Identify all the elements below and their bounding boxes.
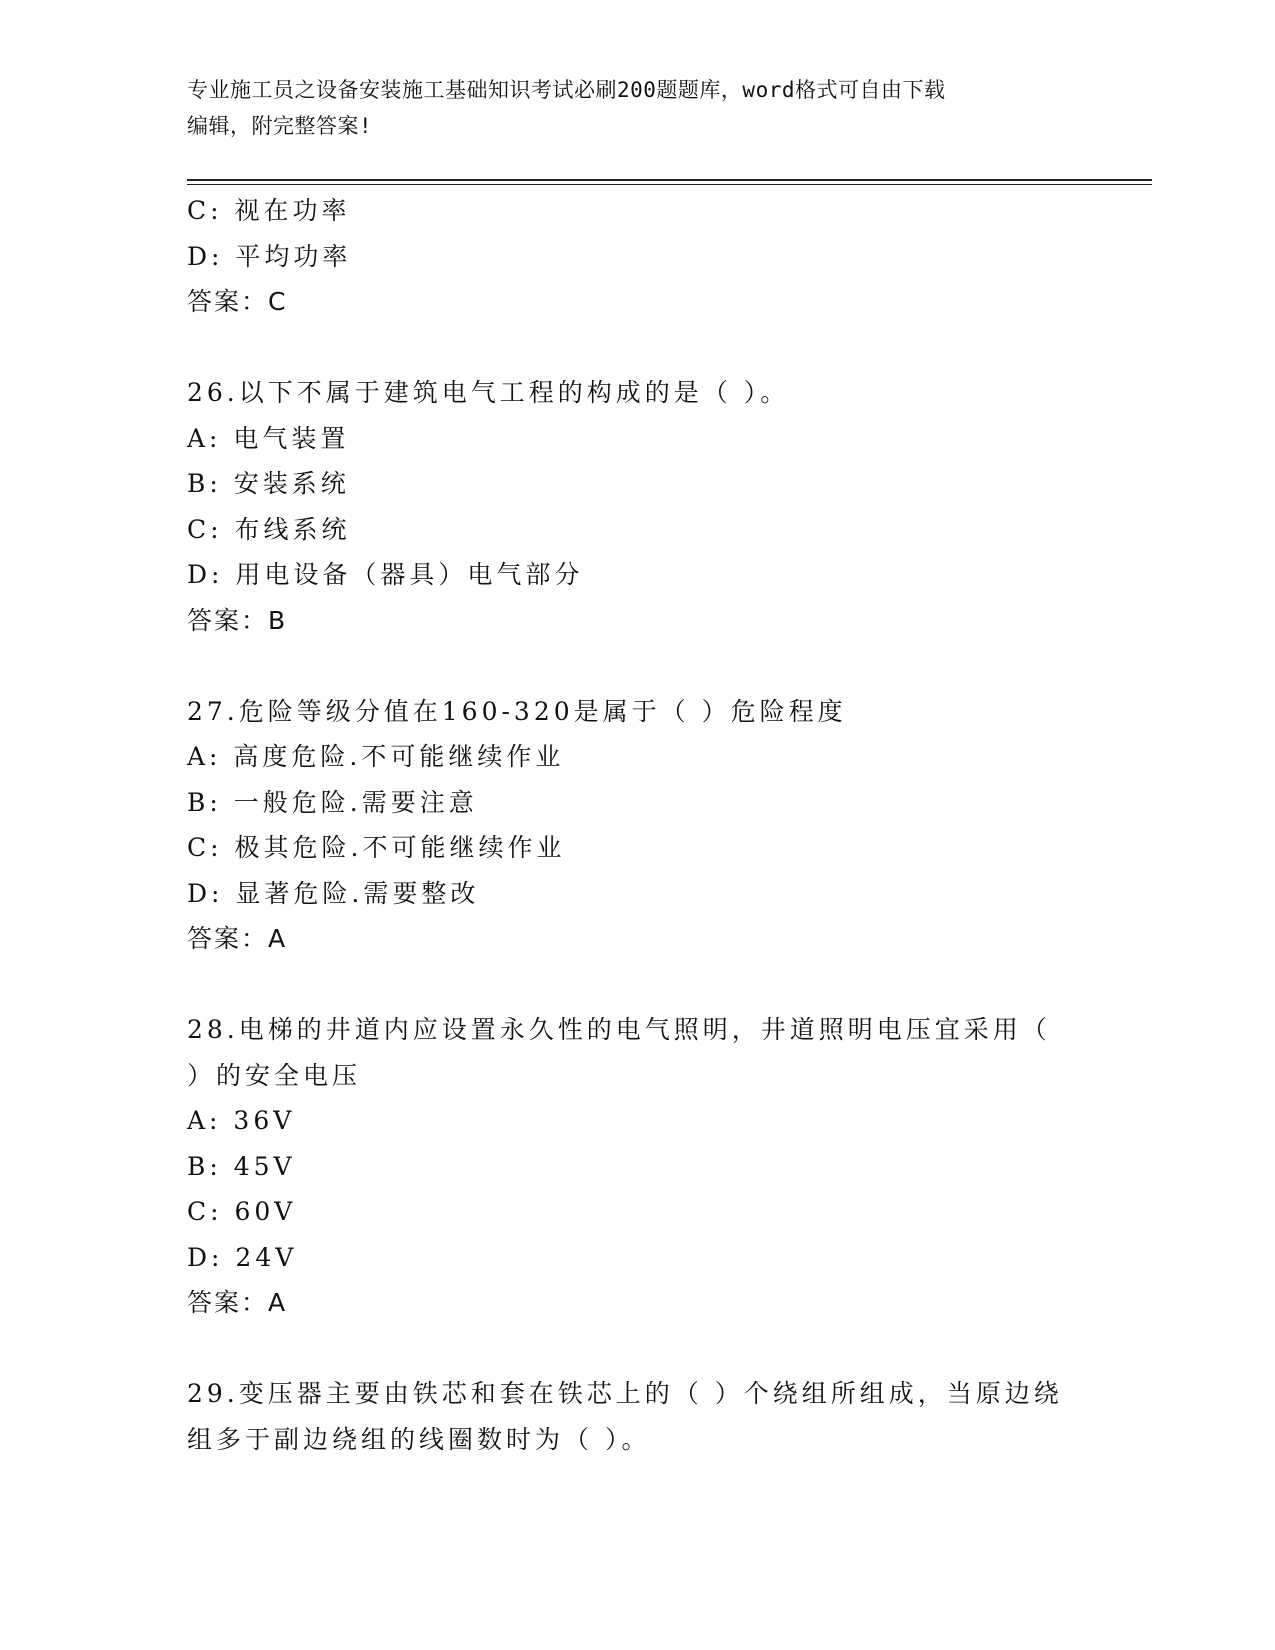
question-stem: 26.以下不属于建筑电气工程的构成的是（ ）。 <box>187 378 790 407</box>
question-stem: 28.电梯的井道内应设置永久性的电气照明，井道照明电压宜采用（ <box>187 1015 1051 1044</box>
option-d: D: 平均功率 <box>187 241 352 271</box>
spacer <box>187 643 1107 689</box>
spacer <box>187 325 1107 371</box>
header-line-1: 专业施工员之设备安装施工基础知识考试必刷200题题库，word格式可自由下载 <box>187 78 946 102</box>
option-c: C: 60V <box>187 1197 297 1226</box>
option-a: A: 36V <box>187 1106 296 1135</box>
question-stem: 27.危险等级分值在160-320是属于（ ）危险程度 <box>187 696 847 726</box>
question-27 <box>187 689 1107 962</box>
question-stem: 29.变压器主要由铁芯和套在铁芯上的（ ）个绕组所组成，当原边绕 <box>187 1379 1063 1408</box>
option-d: D: 用电设备（器具）电气部分 <box>187 560 584 589</box>
header-rule-thick <box>187 179 1152 181</box>
option-c: C: 极其危险.不可能继续作业 <box>187 833 566 862</box>
option-b: B: 一般危险.需要注意 <box>187 787 478 817</box>
option-c: C: 布线系统 <box>187 514 351 544</box>
question-26 <box>187 370 1107 643</box>
header-line-2: 编辑，附完整答案! <box>187 114 373 138</box>
option-d: D: 显著危险.需要整改 <box>187 878 480 908</box>
option-b: B: 安装系统 <box>187 469 350 498</box>
option-c: C: 视在功率 <box>187 196 351 225</box>
question-29 <box>187 1371 1107 1462</box>
question-25-continued <box>187 188 1107 325</box>
question-stem-continued: 组多于副边绕组的线圈数时为（ ）。 <box>187 1424 651 1454</box>
spacer <box>187 1326 1107 1372</box>
answer: 答案：C <box>187 287 288 316</box>
answer: 答案：A <box>187 1288 288 1317</box>
option-a: A: 电气装置 <box>187 423 350 453</box>
spacer <box>187 962 1107 1008</box>
question-stem-continued: ）的安全电压 <box>187 1060 362 1090</box>
answer: 答案：B <box>187 605 288 635</box>
option-a: A: 高度危险.不可能继续作业 <box>187 742 565 771</box>
header-rule-thin <box>187 184 1152 185</box>
option-d: D: 24V <box>187 1242 298 1272</box>
answer: 答案：A <box>187 924 288 953</box>
question-list <box>187 188 1107 1462</box>
option-b: B: 45V <box>187 1151 296 1181</box>
document-header <box>187 72 1087 144</box>
question-28 <box>187 1007 1107 1326</box>
